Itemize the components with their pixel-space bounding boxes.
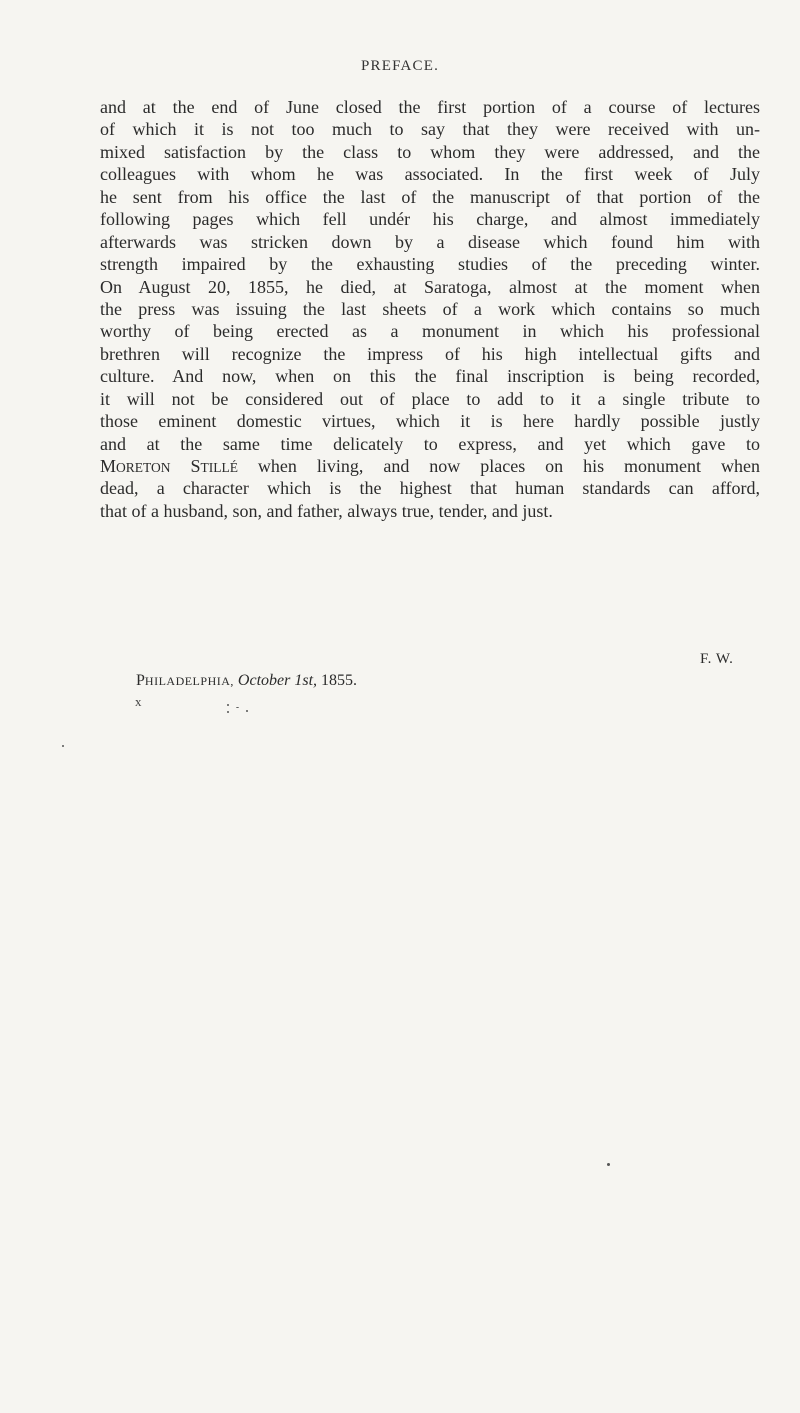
text-line: and at the end of June closed the first portion of a course of lectures	[100, 97, 760, 117]
text-line: and at the same time delicately to express, and yet which gave to	[100, 433, 760, 454]
line-rest: when living, and now places on his monument when	[237, 456, 760, 476]
text-line: colleagues with whom he was associated. In the first week of July	[100, 164, 760, 185]
ink-speck	[62, 745, 64, 747]
text-line: culture. And now, when on this the final inscription is being recorded,	[100, 366, 760, 387]
ink-speck	[227, 711, 229, 713]
name-first-cap: M	[100, 456, 117, 476]
text-line: strength impaired by the exhausting studies of the preceding winter.	[100, 254, 760, 275]
text-line-with-name	[100, 455, 760, 477]
text-line: he sent from his office the last of the manuscript of that portion of the	[100, 186, 760, 207]
name-last-rest: TILLÉ	[200, 460, 238, 475]
city-cap: P	[136, 672, 145, 689]
text-line: following pages which fell undér his charge, and almost immediately	[100, 209, 760, 230]
preface-body	[100, 96, 760, 522]
text-line: dead, a character which is the highest that human standards can afford,	[100, 478, 760, 499]
text-line: mixed satisfaction by the class to whom they were addressed, and the	[100, 141, 760, 162]
page-folio: x	[135, 694, 142, 709]
ink-speck	[607, 1163, 610, 1166]
name-last-cap: S	[190, 456, 201, 476]
text-line: it will not be considered out of place to add to it a single tribute to	[100, 388, 760, 409]
ink-speck	[246, 710, 248, 712]
name-first-rest: ORETON	[116, 460, 171, 475]
dateline	[136, 672, 357, 690]
text-line: afterwards was stricken down by a disease which found him with	[100, 231, 760, 252]
date-year: 1855.	[321, 672, 358, 689]
running-header: PREFACE.	[360, 58, 440, 74]
text-line: those eminent domestic virtues, which it is here hardly possible justly	[100, 411, 760, 432]
text-line: On August 20, 1855, he died, at Saratoga, almost at the moment when	[100, 276, 760, 297]
ink-speck	[236, 707, 239, 708]
author-initials: F. W.	[700, 651, 734, 667]
date-text: October 1st,	[237, 672, 318, 689]
text-line: of which it is not too much to say that they were received with un-	[100, 119, 760, 140]
text-line: brethren will recognize the impress of his high intellectual gifts and	[100, 343, 760, 364]
ink-speck	[227, 704, 229, 706]
city-rest: HILADELPHIA,	[144, 674, 234, 688]
text-line: worthy of being erected as a monument in which his professional	[100, 321, 760, 342]
text-line: the press was issuing the last sheets of a work which contains so much	[100, 298, 760, 319]
text-line: that of a husband, son, and father, always true, tender, and just.	[100, 500, 553, 521]
